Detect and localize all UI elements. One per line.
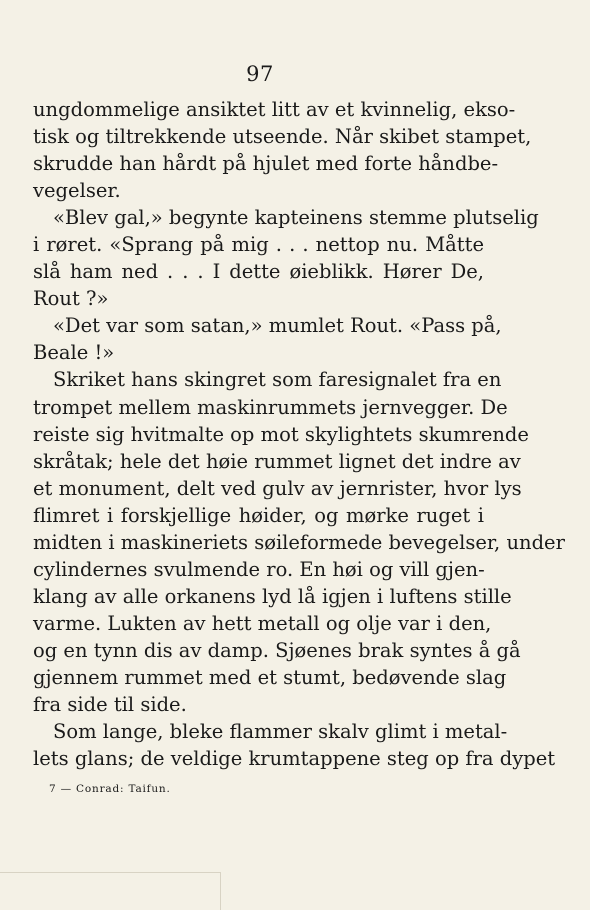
text-line: i røret. «Sprang på mig . . . nettop nu. Måtte (33, 233, 484, 257)
text-line: «Blev gal,» begynte kapteinens stemme plutselig (53, 206, 539, 230)
text-line: cylindernes svulmende ro. En høi og vill gjen- (33, 557, 485, 581)
text-line: gjennem rummet med et stumt, bedøvende slag (33, 665, 507, 689)
body-text (33, 96, 565, 772)
scan-edge-line (0, 872, 220, 873)
page-number: 97 (246, 62, 274, 86)
text-line: slå ham ned . . . I dette øieblikk. Hører De, (33, 260, 484, 284)
text-line: midten i maskineriets søileformede bevegelser, under (33, 530, 565, 554)
scan-edge-vertical (220, 872, 221, 910)
text-line: fra side til side. (33, 693, 187, 717)
text-line: reiste sig hvitmalte op mot skylightets skumrende (33, 422, 529, 446)
text-line: tisk og tiltrekkende utseende. Når skibet stampet, (33, 125, 532, 149)
text-line: skrudde han hårdt på hjulet med forte håndbe- (33, 152, 499, 176)
text-line: lets glans; de veldige krumtappene steg op fra dypet (33, 747, 556, 771)
text-line: et monument, delt ved gulv av jernrister, hvor lys (33, 476, 522, 500)
text-line: vegelser. (33, 179, 121, 203)
text-line: klang av alle orkanens lyd lå igjen i luftens stille (33, 584, 512, 608)
text-line: Som lange, bleke flammer skalv glimt i metal- (53, 720, 508, 744)
text-line: trompet mellem maskinrummets jernvegger. De (33, 395, 508, 419)
text-line: Skriket hans skingret som faresignalet fra en (53, 368, 502, 392)
text-line: flimret i forskjellige høider, og mørke ruget i (33, 503, 484, 527)
text-line: skråtak; hele det høie rummet lignet det indre av (33, 449, 521, 473)
text-line: «Det var som satan,» mumlet Rout. «Pass på, (53, 314, 502, 338)
text-line: Rout ?» (33, 287, 109, 311)
text-line: Beale !» (33, 341, 115, 365)
text-line: varme. Lukten av hett metall og olje var i den, (33, 611, 492, 635)
text-line: ungdommelige ansiktet litt av et kvinnelig, ekso- (33, 98, 516, 121)
text-line: og en tynn dis av damp. Sjøenes brak syntes å gå (33, 638, 521, 662)
footer-signature: 7 — Conrad: Taifun. (49, 783, 171, 795)
